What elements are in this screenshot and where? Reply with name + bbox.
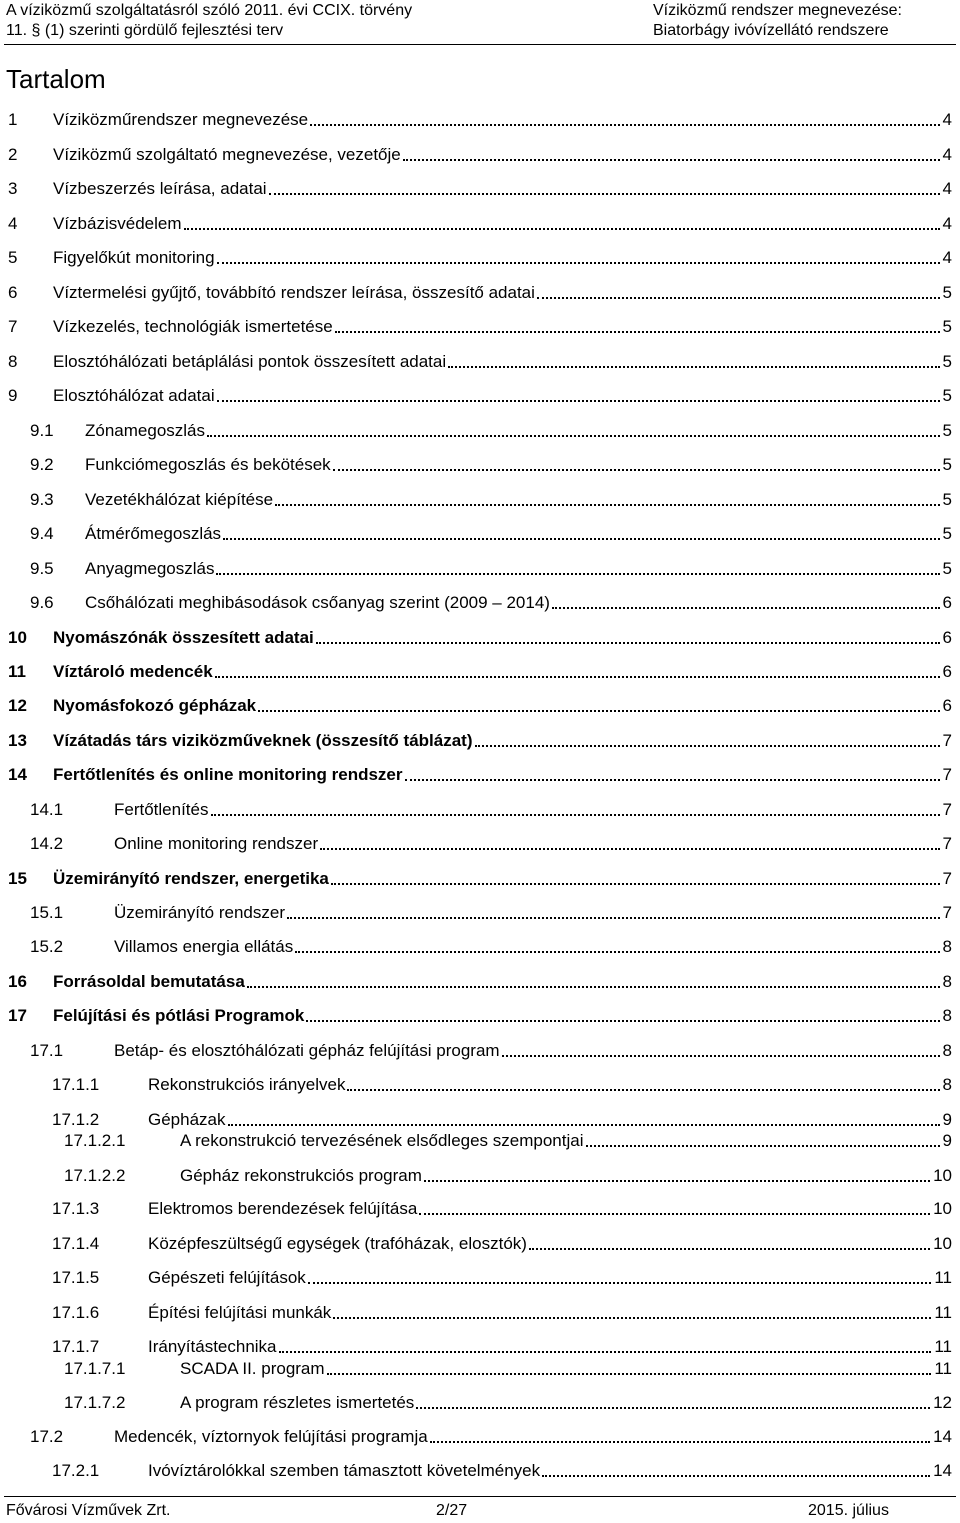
toc-entry-leader [217, 399, 940, 402]
header-system-name [653, 1, 902, 41]
toc-entry-page: 11 [934, 1268, 952, 1287]
toc-entry-leader [403, 158, 940, 161]
toc-entry-leader [448, 365, 939, 368]
toc-entry-leader [430, 1440, 930, 1443]
toc-entry-page: 10 [933, 1166, 952, 1185]
toc-entry-number: 14 [8, 765, 27, 784]
toc-entry-number: 9.4 [30, 524, 54, 543]
toc-entry-leader [247, 985, 940, 988]
toc-entry-number: 6 [8, 283, 18, 302]
toc-entry-leader [207, 434, 940, 437]
toc-entry[interactable] [8, 695, 952, 717]
toc-entry-leader [211, 813, 940, 816]
toc-entry-number: 9.3 [30, 490, 54, 509]
toc-entry-title: Átmérőmegoszlás [85, 524, 222, 543]
toc-entry-title: Gépház rekonstrukciós program [180, 1166, 422, 1185]
toc-entry-page: 10 [933, 1199, 952, 1218]
toc-entry-number: 16 [8, 972, 27, 991]
toc-entry-number: 11 [8, 662, 26, 681]
toc-entry[interactable] [8, 627, 952, 649]
toc-entry[interactable] [52, 1302, 952, 1324]
toc-entry-leader [223, 537, 939, 540]
toc-entry[interactable] [8, 385, 952, 407]
toc-entry-page: 10 [933, 1234, 952, 1253]
toc-entry[interactable] [30, 902, 952, 924]
toc-entry[interactable] [64, 1358, 952, 1380]
toc-entry-page: 4 [942, 248, 952, 267]
toc-entry-title: SCADA II. program [180, 1359, 325, 1378]
toc-entry-page: 5 [942, 455, 952, 474]
toc-entry-page: 8 [942, 1075, 952, 1094]
toc-entry-leader [228, 1123, 940, 1126]
page-header [0, 0, 960, 44]
toc-entry-number: 17.1.4 [52, 1234, 100, 1253]
toc-entry-title: Üzemirányító rendszer [114, 903, 286, 922]
toc-entry-page: 4 [942, 214, 952, 233]
toc-entry-number: 17.1.7 [52, 1337, 100, 1356]
toc-entry-page: 6 [942, 593, 952, 612]
toc-entry-leader [275, 503, 939, 506]
toc-entry-title: Építési felújítási munkák [148, 1303, 332, 1322]
toc-entry-leader [215, 675, 940, 678]
toc-entry-title: Vízbeszerzés leírása, adatai [53, 179, 267, 198]
toc-entry-page: 5 [942, 421, 952, 440]
toc-entry-number: 10 [8, 628, 27, 647]
toc-entry-leader [502, 1054, 940, 1057]
toc-entry-title: Víziközmű szolgáltató megnevezése, vezetője [53, 145, 401, 164]
toc-entry-leader [316, 641, 940, 644]
footer-divider [4, 1496, 956, 1497]
toc-entry-page: 7 [942, 800, 952, 819]
toc-entry-leader [335, 330, 940, 333]
footer-date: 2015. július [808, 1502, 889, 1519]
toc-entry-number: 7 [8, 317, 18, 336]
toc-entry-number: 15 [8, 869, 27, 888]
toc-entry[interactable] [30, 799, 952, 821]
toc-entry-number: 17.2.1 [52, 1461, 100, 1480]
toc-entry[interactable] [30, 592, 952, 614]
toc-entry-title: Elektromos berendezések felújítása [148, 1199, 418, 1218]
toc-entry-page: 12 [933, 1393, 952, 1412]
toc-entry-leader [419, 1212, 930, 1215]
toc-entry[interactable] [30, 833, 952, 855]
toc-entry[interactable] [52, 1336, 952, 1358]
toc-entry[interactable] [64, 1130, 952, 1152]
toc-entry-title: Felújítási és pótlási Programok [53, 1006, 305, 1025]
toc-entry-number: 17.1.7.2 [64, 1393, 126, 1412]
toc-entry-page: 5 [942, 490, 952, 509]
toc-entry[interactable] [8, 109, 952, 131]
toc-entry[interactable] [64, 1165, 952, 1187]
toc-entry-leader [347, 1088, 939, 1091]
toc-entry-page: 5 [942, 386, 952, 405]
toc-entry-number: 17.1 [30, 1041, 64, 1060]
header-law-reference [6, 1, 412, 41]
toc-entry-leader [217, 261, 940, 264]
toc-entry-number: 15.2 [30, 937, 64, 956]
toc-entry[interactable] [30, 558, 952, 580]
toc-entry-title: Betáp- és elosztóhálózati gépház felújítási program [114, 1041, 500, 1060]
toc-entry-number: 13 [8, 731, 27, 750]
toc-entry-number: 9.2 [30, 455, 54, 474]
toc-entry-number: 17.1.1 [52, 1075, 100, 1094]
toc-entry-title: Figyelőkút monitoring [53, 248, 215, 267]
toc-entry-number: 17.1.2.2 [64, 1166, 126, 1185]
footer-page-number: 2/27 [436, 1502, 468, 1519]
toc-entry-leader [333, 468, 940, 471]
toc-entry-title: Vízbázisvédelem [53, 214, 182, 233]
toc-entry-page: 9 [942, 1131, 952, 1150]
toc-entry-title: Anyagmegoszlás [85, 559, 215, 578]
toc-entry-number: 12 [8, 696, 27, 715]
toc-entry-leader [333, 1316, 931, 1319]
toc-entry-number: 8 [8, 352, 18, 371]
toc-entry[interactable] [30, 936, 952, 958]
toc-entry[interactable] [30, 1426, 952, 1448]
toc-entry-title: Nyomászónák összesített adatai [53, 628, 314, 647]
toc-entry[interactable] [30, 523, 952, 545]
toc-entry-page: 5 [942, 317, 952, 336]
toc-entry[interactable] [8, 316, 952, 338]
header-left-line2: 11. § (1) szerinti gördülő fejlesztési terv [6, 22, 284, 39]
toc-entry-page: 5 [942, 559, 952, 578]
toc-entry-page: 7 [942, 903, 952, 922]
toc-entry-title: Víziközműrendszer megnevezése [53, 110, 309, 129]
toc-entry-leader [405, 778, 940, 781]
toc-entry[interactable] [8, 247, 952, 269]
toc-entry-page: 4 [942, 145, 952, 164]
header-right-line1: Víziközmű rendszer megnevezése: [653, 2, 902, 19]
toc-entry[interactable] [52, 1198, 952, 1220]
toc-entry[interactable] [52, 1074, 952, 1096]
toc-entry-page: 7 [942, 869, 952, 888]
toc-entry-number: 5 [8, 248, 18, 267]
toc-entry-page: 7 [942, 731, 952, 750]
toc-entry-title: Középfeszültségű egységek (trafóházak, elosztók) [148, 1234, 527, 1253]
header-right-line2: Biatorbágy ivóvízellátó rendszere [653, 22, 889, 39]
toc-entry[interactable] [8, 282, 952, 304]
toc-entry[interactable] [52, 1460, 952, 1482]
toc-entry[interactable] [8, 351, 952, 373]
toc-entry-number: 17.1.5 [52, 1268, 100, 1287]
toc-title: Tartalom [6, 64, 106, 94]
toc-entry-page: 9 [942, 1110, 952, 1129]
toc-entry-title: A program részletes ismertetés [180, 1393, 415, 1412]
toc-entry-title: Vezetékhálózat kiépítése [85, 490, 274, 509]
toc-entry-number: 1 [8, 110, 18, 129]
toc-entry-leader [542, 1474, 930, 1477]
toc-entry-page: 6 [942, 662, 952, 681]
toc-entry-title: Fertőtlenítés [114, 800, 209, 819]
toc-entry[interactable] [30, 489, 952, 511]
toc-entry[interactable] [8, 661, 952, 683]
toc-entry-leader [552, 606, 940, 609]
toc-entry-leader [424, 1179, 930, 1182]
toc-entry[interactable] [64, 1392, 952, 1414]
toc-entry-number: 17.2 [30, 1427, 64, 1446]
toc-entry-leader [475, 744, 940, 747]
toc-entry-number: 2 [8, 145, 18, 164]
toc-entry[interactable] [30, 454, 952, 476]
toc-entry-title: Zónamegoszlás [85, 421, 206, 440]
header-divider [4, 44, 956, 45]
toc-entry-leader [537, 296, 940, 299]
toc-entry-leader [529, 1247, 930, 1250]
toc-entry-leader [258, 709, 939, 712]
toc-entry-title: Víztároló medencék [53, 662, 213, 681]
page-footer [0, 1496, 960, 1523]
toc-entry[interactable] [30, 1040, 952, 1062]
toc-entry[interactable] [8, 144, 952, 166]
toc-entry-number: 15.1 [30, 903, 64, 922]
toc-entry-page: 14 [933, 1461, 952, 1480]
toc-entry[interactable] [30, 420, 952, 442]
toc-entry-title: Online monitoring rendszer [114, 834, 319, 853]
toc-entry-title: Funkciómegoszlás és bekötések [85, 455, 331, 474]
toc-entry-leader [279, 1350, 932, 1353]
toc-entry-number: 4 [8, 214, 18, 233]
toc-entry-title: Vízkezelés, technológiák ismertetése [53, 317, 333, 336]
toc-entry-page: 5 [942, 283, 952, 302]
footer-company: Fővárosi Vízművek Zrt. [6, 1502, 171, 1519]
toc-entry-page: 7 [942, 765, 952, 784]
toc-entry[interactable] [52, 1233, 952, 1255]
toc-entry-page: 6 [942, 696, 952, 715]
toc-entry-title: Villamos energia ellátás [114, 937, 294, 956]
toc-entry-leader [327, 1372, 932, 1375]
toc-entry-number: 17.1.6 [52, 1303, 100, 1322]
toc-entry-number: 17 [8, 1006, 27, 1025]
toc-entry-leader [331, 882, 940, 885]
toc-entry[interactable] [8, 764, 952, 786]
toc-entry-page: 11 [934, 1303, 952, 1322]
toc-entry-title: Elosztóhálózat adatai [53, 386, 215, 405]
toc-entry-title: Forrásoldal bemutatása [53, 972, 245, 991]
toc-entry-page: 4 [942, 110, 952, 129]
toc-entry-title: Vízátadás társ viziközműveknek (összesítő táblázat) [53, 731, 473, 750]
toc-entry[interactable] [8, 213, 952, 235]
toc-entry-number: 17.1.2.1 [64, 1131, 126, 1150]
toc-entry[interactable] [8, 971, 952, 993]
toc-entry-title: Csőhálózati meghibásodások csőanyag szerint (2009 – 2014) [85, 593, 550, 612]
toc-entry-number: 17.1.2 [52, 1110, 100, 1129]
toc-entry[interactable] [52, 1267, 952, 1289]
toc-entry[interactable] [8, 730, 952, 752]
toc-entry-title: Fertőtlenítés és online monitoring rendszer [53, 765, 403, 784]
toc-entry-number: 3 [8, 179, 18, 198]
toc-entry-page: 4 [942, 179, 952, 198]
toc-entry-page: 5 [942, 352, 952, 371]
toc-entry-page: 11 [934, 1337, 952, 1356]
toc-entry-page: 8 [942, 972, 952, 991]
toc-entry[interactable] [52, 1109, 952, 1131]
toc-entry-number: 9.5 [30, 559, 54, 578]
toc-entry-leader [416, 1406, 930, 1409]
toc-entry-leader [306, 1019, 939, 1022]
toc-entry-title: Elosztóhálózati betáplálási pontok összesített adatai [53, 352, 447, 371]
toc-entry-leader [269, 192, 940, 195]
toc-entry-leader [310, 123, 939, 126]
toc-entry-number: 9.6 [30, 593, 54, 612]
toc-entry-page: 14 [933, 1427, 952, 1446]
toc-entry-title: Rekonstrukciós irányelvek [148, 1075, 346, 1094]
toc-entry-title: Irányítástechnika [148, 1337, 277, 1356]
toc-entry-title: Üzemirányító rendszer, energetika [53, 869, 329, 888]
toc-entry-leader [216, 572, 939, 575]
toc-entry-number: 17.1.7.1 [64, 1359, 126, 1378]
toc-entry-number: 14.2 [30, 834, 64, 853]
toc-entry-page: 8 [942, 1041, 952, 1060]
toc-entry-leader [586, 1144, 940, 1147]
toc-entry-title: Ivóvíztárolókkal szemben támasztott követelmények [148, 1461, 541, 1480]
toc-entry[interactable] [8, 868, 952, 890]
toc-entry[interactable] [8, 1005, 952, 1027]
toc-entry-leader [320, 847, 939, 850]
toc-entry-number: 9.1 [30, 421, 54, 440]
toc-entry-number: 17.1.3 [52, 1199, 100, 1218]
toc-entry-title: Gépházak [148, 1110, 226, 1129]
toc-entry-title: Medencék, víztornyok felújítási programja [114, 1427, 428, 1446]
toc-entry-page: 11 [934, 1359, 952, 1378]
toc-entry-leader [287, 916, 940, 919]
toc-entry-title: A rekonstrukció tervezésének elsődleges szempontjai [180, 1131, 584, 1150]
toc-entry-number: 14.1 [30, 800, 64, 819]
toc-entry-title: Víztermelési gyűjtő, továbbító rendszer leírása, összesítő adatai [53, 283, 535, 302]
toc-entry-leader [308, 1281, 932, 1284]
toc-entry-leader [184, 227, 940, 230]
toc-entry-title: Nyomásfokozó gépházak [53, 696, 257, 715]
toc-entry-number: 9 [8, 386, 18, 405]
toc-entry[interactable] [8, 178, 952, 200]
header-left-line1: A víziközmű szolgáltatásról szóló 2011. évi CCIX. törvény [6, 2, 413, 19]
toc-entry-page: 5 [942, 524, 952, 543]
toc-entry-page: 8 [942, 937, 952, 956]
toc-entry-leader [295, 950, 939, 953]
toc-entry-page: 7 [942, 834, 952, 853]
toc-entry-title: Gépészeti felújítások [148, 1268, 306, 1287]
toc-entry-page: 8 [942, 1006, 952, 1025]
toc-entry-page: 6 [942, 628, 952, 647]
